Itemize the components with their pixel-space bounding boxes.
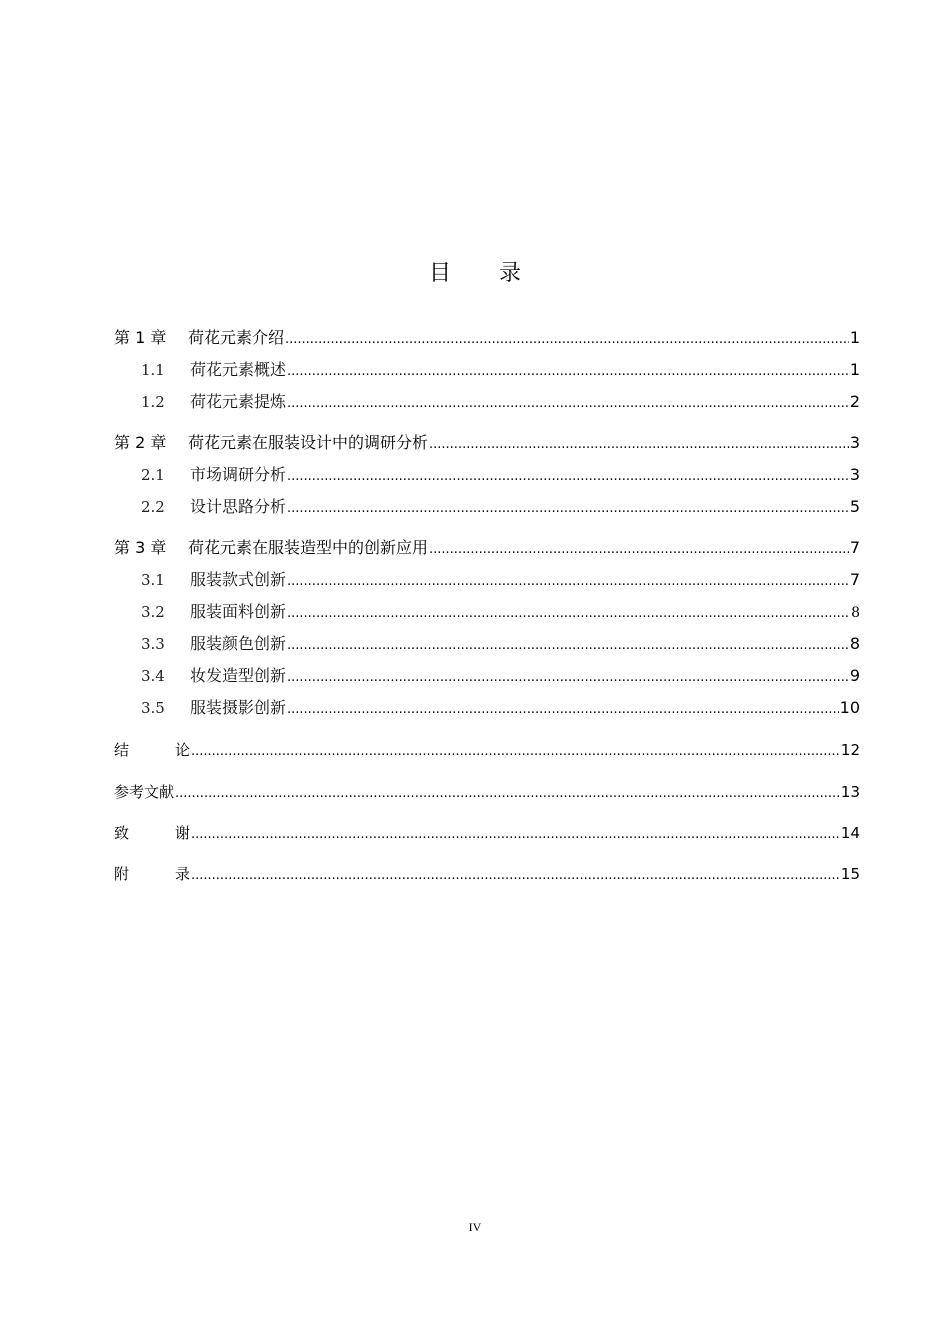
toc-entry-references[interactable] [114,780,860,804]
chapter-title: 荷花元素在服装造型中的创新应用 [188,538,429,557]
dot-leader [287,698,839,722]
chapter-number: 第 3 章 [114,538,167,557]
dot-leader [191,823,840,847]
section-title: 服装面料创新 [190,602,287,621]
toc-entry-section-3-4[interactable] [141,664,860,688]
conclusion-char-1: 结 [114,741,130,759]
toc-entry-section-3-3[interactable] [141,632,860,656]
page-number: 8 [849,634,860,653]
section-number: 3.5 [141,699,165,717]
toc-entry-appendix[interactable] [114,862,860,886]
chapter-number: 第 2 章 [114,433,167,452]
appendix-char-1: 附 [114,865,130,883]
section-number: 3.2 [141,603,165,621]
page-number: 3 [849,433,860,452]
conclusion-char-2: 论 [174,741,190,759]
page-number: 3 [849,465,860,484]
section-title: 荷花元素提炼 [190,392,287,411]
section-number: 2.2 [141,498,165,516]
section-title: 服装摄影创新 [190,698,287,717]
toc-entry-chapter-1[interactable] [114,326,860,350]
page-number: 5 [849,497,860,516]
dot-leader [429,433,849,457]
appendix-char-2: 录 [174,865,190,883]
section-number: 3.3 [141,635,165,653]
conclusion-title [114,738,190,762]
section-title: 妆发造型创新 [190,666,287,685]
section-number: 1.2 [141,393,165,411]
dot-leader [285,328,849,352]
dot-leader [287,465,849,489]
references-title: 参考文献 [114,783,175,801]
page-number: 12 [840,741,860,759]
toc-entry-section-3-1[interactable] [141,568,860,592]
section-title: 荷花元素概述 [190,360,287,379]
page-number: 7 [849,538,860,557]
page-number: 9 [849,666,860,685]
page-number: 1 [849,328,860,347]
chapter-title: 荷花元素在服装设计中的调研分析 [188,433,429,452]
acknowledgements-char-1: 致 [114,824,130,842]
dot-leader [191,740,840,764]
dot-leader [287,570,849,594]
section-title: 服装颜色创新 [190,634,287,653]
chapter-title: 荷花元素介绍 [188,328,285,347]
dot-leader [175,782,840,806]
acknowledgements-char-2: 谢 [174,824,190,842]
page-number: 14 [840,824,860,842]
dot-leader [287,497,849,521]
dot-leader [287,634,849,658]
dot-leader [191,864,840,888]
section-number: 3.1 [141,571,165,589]
appendix-title [114,862,190,886]
page-number: 1 [849,360,860,379]
section-title: 服装款式创新 [190,570,287,589]
toc-entry-acknowledgements[interactable] [114,821,860,845]
dot-leader [429,538,849,562]
footer-page-number: IV [468,1220,482,1234]
section-number: 3.4 [141,667,165,685]
dot-leader [287,666,849,690]
page-number: 13 [840,783,860,801]
page-number: 7 [849,570,860,589]
toc-entry-chapter-2[interactable] [114,431,860,455]
page-number: 10 [839,698,860,717]
acknowledgements-title [114,821,190,845]
toc-entry-chapter-3[interactable] [114,536,860,560]
section-title: 设计思路分析 [190,497,287,516]
dot-leader [287,602,850,626]
page-number: 2 [849,392,860,411]
dot-leader [287,392,849,416]
toc-entry-section-3-5[interactable] [141,696,860,720]
section-number: 1.1 [141,361,165,379]
toc-title-char-2: 录 [499,261,522,286]
toc-entry-section-2-1[interactable] [141,463,860,487]
toc-entry-section-2-2[interactable] [141,495,860,519]
toc-entry-section-1-2[interactable] [141,390,860,414]
toc-entry-conclusion[interactable] [114,738,860,762]
section-title: 市场调研分析 [190,465,287,484]
chapter-number: 第 1 章 [114,328,167,347]
page-number: 8 [851,605,860,621]
section-number: 2.1 [141,466,165,484]
toc-title [0,256,950,287]
toc-entry-section-1-1[interactable] [141,358,860,382]
toc-entry-section-3-2[interactable] [141,600,860,624]
toc-title-char-1: 目 [428,261,451,286]
dot-leader [287,360,849,384]
page-number: 15 [840,865,860,883]
